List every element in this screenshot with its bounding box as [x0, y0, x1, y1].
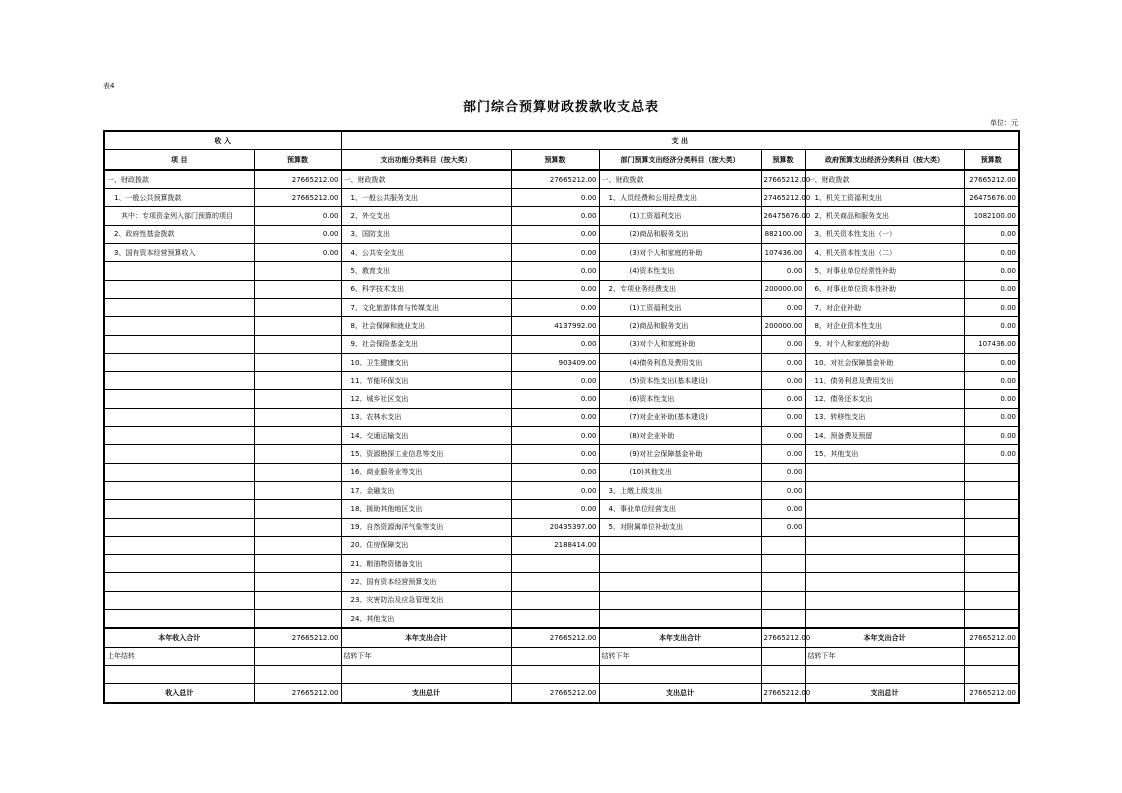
function-budget-cell — [511, 591, 599, 609]
blank-cell — [254, 665, 341, 683]
function-item-cell: 14、交通运输支出 — [341, 427, 511, 445]
income-budget-cell — [254, 317, 341, 335]
blank-cell — [104, 665, 254, 683]
table-number-label: 表4 — [103, 82, 115, 90]
gov-economic-item-cell: 6、对事业单位资本性补助 — [805, 280, 964, 298]
gov-economic-item-cell: 10、对社会保障基金补助 — [805, 353, 964, 371]
income-budget-cell: 0.00 — [254, 244, 341, 262]
income-item-cell — [104, 372, 254, 390]
dept-economic-item-cell: 5、对附属单位补助支出 — [599, 518, 761, 536]
income-budget-cell: 0.00 — [254, 207, 341, 225]
gov-economic-budget-cell — [964, 591, 1019, 609]
function-budget-cell — [511, 610, 599, 629]
dept-economic-budget-cell: 27465212.00 — [761, 189, 805, 207]
function-item-cell: 4、公共安全支出 — [341, 244, 511, 262]
table-row — [104, 390, 1019, 408]
dept-economic-budget-cell: 0.00 — [761, 518, 805, 536]
function-budget-cell: 0.00 — [511, 335, 599, 353]
income-item-cell — [104, 262, 254, 280]
function-budget-cell: 0.00 — [511, 427, 599, 445]
table-row — [104, 445, 1019, 463]
function-budget-cell: 20435397.00 — [511, 518, 599, 536]
grand-expense-total-label: 支出总计 — [805, 684, 964, 703]
table-row — [104, 500, 1019, 518]
dept-economic-item-cell: (4)资本性支出 — [599, 262, 761, 280]
dept-economic-budget-cell: 0.00 — [761, 445, 805, 463]
income-item-cell — [104, 463, 254, 481]
gov-economic-budget-cell: 0.00 — [964, 372, 1019, 390]
next-year-carry-label: 结转下年 — [341, 647, 511, 665]
next-year-carry-value — [964, 647, 1019, 665]
dept-economic-item-cell: (2)商品和服务支出 — [599, 225, 761, 243]
gov-economic-budget-cell: 0.00 — [964, 225, 1019, 243]
dept-economic-budget-cell: 882100.00 — [761, 225, 805, 243]
table-row — [104, 207, 1019, 225]
function-budget-cell: 0.00 — [511, 244, 599, 262]
income-item-cell — [104, 353, 254, 371]
gov-economic-budget-cell — [964, 481, 1019, 499]
function-item-cell: 16、商业服务业等支出 — [341, 463, 511, 481]
gov-economic-item-cell — [805, 481, 964, 499]
table-row — [104, 335, 1019, 353]
function-item-cell: 9、社会保险基金支出 — [341, 335, 511, 353]
dept-economic-item-cell: 2、专项业务经费支出 — [599, 280, 761, 298]
income-budget-cell — [254, 372, 341, 390]
col-header-function: 支出功能分类科目（按大类） — [341, 150, 511, 170]
col-header-dept-economic: 部门预算支出经济分类科目（按大类） — [599, 150, 761, 170]
income-item-cell — [104, 317, 254, 335]
gov-economic-item-cell: 2、机关商品和服务支出 — [805, 207, 964, 225]
income-item-cell — [104, 536, 254, 554]
year-income-total-label: 本年收入合计 — [104, 628, 254, 647]
dept-economic-item-cell — [599, 536, 761, 554]
dept-economic-item-cell: (7)对企业补助(基本建设) — [599, 408, 761, 426]
blank-row — [104, 665, 1019, 683]
function-item-cell: 23、灾害防治及应急管理支出 — [341, 591, 511, 609]
dept-economic-budget-cell: 0.00 — [761, 481, 805, 499]
function-budget-cell — [511, 555, 599, 573]
gov-economic-budget-cell — [964, 518, 1019, 536]
function-budget-cell: 0.00 — [511, 189, 599, 207]
budget-table — [103, 130, 1020, 704]
dept-economic-budget-cell — [761, 610, 805, 629]
gov-economic-budget-cell — [964, 500, 1019, 518]
income-item-cell — [104, 427, 254, 445]
dept-economic-item-cell: 一、财政拨款 — [599, 170, 761, 189]
dept-economic-budget-cell: 0.00 — [761, 390, 805, 408]
income-item-cell — [104, 481, 254, 499]
next-year-carry-value — [511, 647, 599, 665]
gov-economic-item-cell: 3、机关资本性支出（一） — [805, 225, 964, 243]
function-item-cell: 20、住房保障支出 — [341, 536, 511, 554]
function-budget-cell: 0.00 — [511, 390, 599, 408]
function-budget-cell: 0.00 — [511, 445, 599, 463]
function-budget-cell: 0.00 — [511, 207, 599, 225]
function-item-cell: 24、其他支出 — [341, 610, 511, 629]
function-item-cell: 一、财政拨款 — [341, 170, 511, 189]
gov-economic-budget-cell: 107436.00 — [964, 335, 1019, 353]
function-item-cell: 18、援助其他地区支出 — [341, 500, 511, 518]
gov-economic-item-cell: 11、债务利息及费用支出 — [805, 372, 964, 390]
table-row — [104, 555, 1019, 573]
gov-economic-budget-cell: 0.00 — [964, 353, 1019, 371]
next-year-carry-label: 结转下年 — [599, 647, 761, 665]
function-item-cell: 8、社会保障和就业支出 — [341, 317, 511, 335]
function-budget-cell: 0.00 — [511, 280, 599, 298]
function-item-cell: 17、金融支出 — [341, 481, 511, 499]
grand-total-row — [104, 684, 1019, 703]
year-expense-total-value: 27665212.00 — [511, 628, 599, 647]
next-year-carry-label: 结转下年 — [805, 647, 964, 665]
function-item-cell: 21、粮油物资储备支出 — [341, 555, 511, 573]
income-item-cell — [104, 591, 254, 609]
table-row — [104, 481, 1019, 499]
table-row — [104, 244, 1019, 262]
table-row — [104, 610, 1019, 629]
income-budget-cell — [254, 481, 341, 499]
dept-economic-item-cell: (9)对社会保障基金补助 — [599, 445, 761, 463]
blank-cell — [761, 665, 805, 683]
blank-cell — [341, 665, 511, 683]
dept-economic-budget-cell: 0.00 — [761, 262, 805, 280]
gov-economic-budget-cell: 0.00 — [964, 390, 1019, 408]
blank-cell — [805, 665, 964, 683]
function-item-cell: 6、科学技术支出 — [341, 280, 511, 298]
gov-economic-budget-cell: 0.00 — [964, 317, 1019, 335]
gov-economic-budget-cell — [964, 536, 1019, 554]
dept-economic-item-cell: (2)商品和服务支出 — [599, 317, 761, 335]
income-item-cell: 其中：专项资金列入部门预算的项目 — [104, 207, 254, 225]
gov-economic-budget-cell: 0.00 — [964, 262, 1019, 280]
income-budget-cell — [254, 408, 341, 426]
income-budget-cell — [254, 573, 341, 591]
page-title: 部门综合预算财政拨款收支总表 — [462, 100, 659, 115]
function-budget-cell: 0.00 — [511, 408, 599, 426]
dept-economic-budget-cell — [761, 573, 805, 591]
table-row — [104, 170, 1019, 189]
income-budget-cell — [254, 500, 341, 518]
unit-label: 单位：元 — [990, 119, 1018, 127]
function-budget-cell: 0.00 — [511, 500, 599, 518]
col-header-item: 项 目 — [104, 150, 254, 170]
previous-year-carry-value — [254, 647, 341, 665]
dept-economic-budget-cell — [761, 591, 805, 609]
function-item-cell: 12、城乡社区支出 — [341, 390, 511, 408]
gov-economic-item-cell — [805, 591, 964, 609]
next-year-carry-value — [761, 647, 805, 665]
dept-economic-item-cell: (8)对企业补助 — [599, 427, 761, 445]
gov-economic-item-cell: 9、对个人和家庭的补助 — [805, 335, 964, 353]
income-item-cell — [104, 335, 254, 353]
dept-economic-budget-cell: 0.00 — [761, 427, 805, 445]
income-item-cell — [104, 280, 254, 298]
function-budget-cell: 4137992.00 — [511, 317, 599, 335]
gov-economic-item-cell — [805, 573, 964, 591]
table-row — [104, 427, 1019, 445]
gov-economic-item-cell: 8、对企业资本性支出 — [805, 317, 964, 335]
col-header-budget: 预算数 — [761, 150, 805, 170]
gov-economic-item-cell: 1、机关工资福利支出 — [805, 189, 964, 207]
income-budget-cell — [254, 591, 341, 609]
year-expense-total-label: 本年支出合计 — [805, 628, 964, 647]
gov-economic-item-cell: 14、预备费及预留 — [805, 427, 964, 445]
table-row — [104, 262, 1019, 280]
income-budget-cell: 27665212.00 — [254, 170, 341, 189]
income-item-cell: 1、一般公共预算拨款 — [104, 189, 254, 207]
year-expense-total-value: 27665212.00 — [964, 628, 1019, 647]
table-row — [104, 280, 1019, 298]
dept-economic-item-cell: (3)对个人和家庭补助 — [599, 335, 761, 353]
dept-economic-budget-cell: 0.00 — [761, 353, 805, 371]
gov-economic-budget-cell: 0.00 — [964, 445, 1019, 463]
dept-economic-budget-cell: 0.00 — [761, 335, 805, 353]
function-budget-cell — [511, 573, 599, 591]
function-budget-cell: 27665212.00 — [511, 170, 599, 189]
table-row — [104, 536, 1019, 554]
income-item-cell — [104, 390, 254, 408]
income-budget-cell — [254, 262, 341, 280]
dept-economic-budget-cell: 0.00 — [761, 298, 805, 316]
grand-income-total-label: 收入总计 — [104, 684, 254, 703]
income-budget-cell — [254, 335, 341, 353]
function-item-cell: 3、国防支出 — [341, 225, 511, 243]
function-item-cell: 22、国有资本经营预算支出 — [341, 573, 511, 591]
grand-expense-total-label: 支出总计 — [599, 684, 761, 703]
income-budget-cell: 0.00 — [254, 225, 341, 243]
table-row — [104, 317, 1019, 335]
income-item-cell — [104, 445, 254, 463]
income-budget-cell — [254, 518, 341, 536]
gov-economic-budget-cell: 27665212.00 — [964, 170, 1019, 189]
income-item-cell — [104, 408, 254, 426]
year-expense-total-value: 27665212.00 — [761, 628, 805, 647]
dept-economic-item-cell — [599, 591, 761, 609]
blank-cell — [599, 665, 761, 683]
gov-economic-item-cell — [805, 610, 964, 629]
income-item-cell — [104, 500, 254, 518]
dept-economic-budget-cell: 0.00 — [761, 463, 805, 481]
dept-economic-budget-cell: 0.00 — [761, 408, 805, 426]
col-header-budget: 预算数 — [964, 150, 1019, 170]
dept-economic-budget-cell — [761, 555, 805, 573]
table-row — [104, 189, 1019, 207]
gov-economic-item-cell — [805, 555, 964, 573]
table-row — [104, 573, 1019, 591]
gov-economic-item-cell — [805, 518, 964, 536]
dept-economic-budget-cell: 27665212.00 — [761, 170, 805, 189]
blank-cell — [964, 665, 1019, 683]
grand-expense-total-label: 支出总计 — [341, 684, 511, 703]
grand-expense-total-value: 27665212.00 — [511, 684, 599, 703]
income-budget-cell — [254, 610, 341, 629]
table-row — [104, 353, 1019, 371]
carry-over-row — [104, 647, 1019, 665]
section-header-row — [104, 131, 1019, 150]
gov-economic-item-cell: 5、对事业单位经常性补助 — [805, 262, 964, 280]
gov-economic-budget-cell — [964, 610, 1019, 629]
gov-economic-budget-cell — [964, 463, 1019, 481]
dept-economic-item-cell: (1)工资福利支出 — [599, 207, 761, 225]
grand-expense-total-value: 27665212.00 — [761, 684, 805, 703]
function-item-cell: 10、卫生健康支出 — [341, 353, 511, 371]
col-header-budget: 预算数 — [511, 150, 599, 170]
function-budget-cell: 0.00 — [511, 372, 599, 390]
column-header-row — [104, 150, 1019, 170]
year-expense-total-label: 本年支出合计 — [341, 628, 511, 647]
function-budget-cell: 0.00 — [511, 225, 599, 243]
dept-economic-budget-cell — [761, 536, 805, 554]
income-budget-cell — [254, 298, 341, 316]
function-budget-cell: 0.00 — [511, 298, 599, 316]
dept-economic-item-cell: (4)债务利息及费用支出 — [599, 353, 761, 371]
gov-economic-item-cell — [805, 500, 964, 518]
col-header-budget: 预算数 — [254, 150, 341, 170]
expense-section-header: 支 出 — [341, 131, 1019, 150]
income-budget-cell — [254, 463, 341, 481]
function-budget-cell: 0.00 — [511, 262, 599, 280]
gov-economic-item-cell — [805, 463, 964, 481]
function-budget-cell: 903409.00 — [511, 353, 599, 371]
dept-economic-budget-cell: 200000.00 — [761, 280, 805, 298]
dept-economic-item-cell — [599, 555, 761, 573]
table-row — [104, 298, 1019, 316]
table-row — [104, 372, 1019, 390]
income-budget-cell: 27665212.00 — [254, 189, 341, 207]
dept-economic-item-cell: 1、人员经费和公用经费支出 — [599, 189, 761, 207]
dept-economic-item-cell — [599, 610, 761, 629]
table-row — [104, 518, 1019, 536]
income-budget-cell — [254, 427, 341, 445]
gov-economic-budget-cell: 1082100.00 — [964, 207, 1019, 225]
table-row — [104, 408, 1019, 426]
income-item-cell: 2、政府性基金拨款 — [104, 225, 254, 243]
gov-economic-item-cell — [805, 536, 964, 554]
income-item-cell: 3、国有资本经营预算收入 — [104, 244, 254, 262]
dept-economic-budget-cell: 26475676.00 — [761, 207, 805, 225]
gov-economic-budget-cell: 0.00 — [964, 408, 1019, 426]
gov-economic-item-cell: 一、财政拨款 — [805, 170, 964, 189]
year-income-total-value: 27665212.00 — [254, 628, 341, 647]
income-item-cell — [104, 518, 254, 536]
dept-economic-item-cell: (3)对个人和家庭的补助 — [599, 244, 761, 262]
dept-economic-item-cell: 3、上缴上级支出 — [599, 481, 761, 499]
dept-economic-item-cell: (10)其他支出 — [599, 463, 761, 481]
function-item-cell: 15、资源勘探工业信息等支出 — [341, 445, 511, 463]
table-row — [104, 225, 1019, 243]
income-budget-cell — [254, 555, 341, 573]
income-item-cell — [104, 573, 254, 591]
gov-economic-budget-cell: 0.00 — [964, 244, 1019, 262]
function-item-cell: 7、文化旅游体育与传媒支出 — [341, 298, 511, 316]
income-budget-cell — [254, 445, 341, 463]
function-budget-cell: 0.00 — [511, 481, 599, 499]
gov-economic-budget-cell: 26475676.00 — [964, 189, 1019, 207]
gov-economic-item-cell: 7、对企业补助 — [805, 298, 964, 316]
dept-economic-item-cell: (5)资本性支出(基本建设) — [599, 372, 761, 390]
income-budget-cell — [254, 536, 341, 554]
income-item-cell — [104, 555, 254, 573]
income-budget-cell — [254, 280, 341, 298]
dept-economic-budget-cell: 200000.00 — [761, 317, 805, 335]
dept-economic-budget-cell: 107436.00 — [761, 244, 805, 262]
gov-economic-item-cell: 15、其他支出 — [805, 445, 964, 463]
dept-economic-item-cell — [599, 573, 761, 591]
function-item-cell: 2、外交支出 — [341, 207, 511, 225]
gov-economic-item-cell: 13、转移性支出 — [805, 408, 964, 426]
dept-economic-budget-cell: 0.00 — [761, 372, 805, 390]
year-total-row — [104, 628, 1019, 647]
gov-economic-budget-cell: 0.00 — [964, 298, 1019, 316]
grand-income-total-value: 27665212.00 — [254, 684, 341, 703]
function-item-cell: 19、自然资源海洋气象等支出 — [341, 518, 511, 536]
col-header-gov-economic: 政府预算支出经济分类科目（按大类） — [805, 150, 964, 170]
function-budget-cell: 2188414.00 — [511, 536, 599, 554]
table-row — [104, 463, 1019, 481]
function-item-cell: 5、教育支出 — [341, 262, 511, 280]
grand-expense-total-value: 27665212.00 — [964, 684, 1019, 703]
previous-year-carry-label: 上年结转 — [104, 647, 254, 665]
blank-cell — [511, 665, 599, 683]
income-item-cell — [104, 298, 254, 316]
gov-economic-item-cell: 12、债务还本支出 — [805, 390, 964, 408]
table-row — [104, 591, 1019, 609]
function-item-cell: 11、节能环保支出 — [341, 372, 511, 390]
function-budget-cell: 0.00 — [511, 463, 599, 481]
year-expense-total-label: 本年支出合计 — [599, 628, 761, 647]
income-budget-cell — [254, 390, 341, 408]
dept-economic-item-cell: (6)资本性支出 — [599, 390, 761, 408]
income-budget-cell — [254, 353, 341, 371]
function-item-cell: 13、农林水支出 — [341, 408, 511, 426]
dept-economic-item-cell: 4、事业单位经营支出 — [599, 500, 761, 518]
function-item-cell: 1、一般公共服务支出 — [341, 189, 511, 207]
gov-economic-budget-cell — [964, 555, 1019, 573]
income-section-header: 收 入 — [104, 131, 341, 150]
income-item-cell: 一、财政拨款 — [104, 170, 254, 189]
gov-economic-budget-cell: 0.00 — [964, 280, 1019, 298]
gov-economic-item-cell: 4、机关资本性支出（二） — [805, 244, 964, 262]
dept-economic-item-cell: (1)工资福利支出 — [599, 298, 761, 316]
income-item-cell — [104, 610, 254, 629]
gov-economic-budget-cell — [964, 573, 1019, 591]
gov-economic-budget-cell: 0.00 — [964, 427, 1019, 445]
dept-economic-budget-cell: 0.00 — [761, 500, 805, 518]
